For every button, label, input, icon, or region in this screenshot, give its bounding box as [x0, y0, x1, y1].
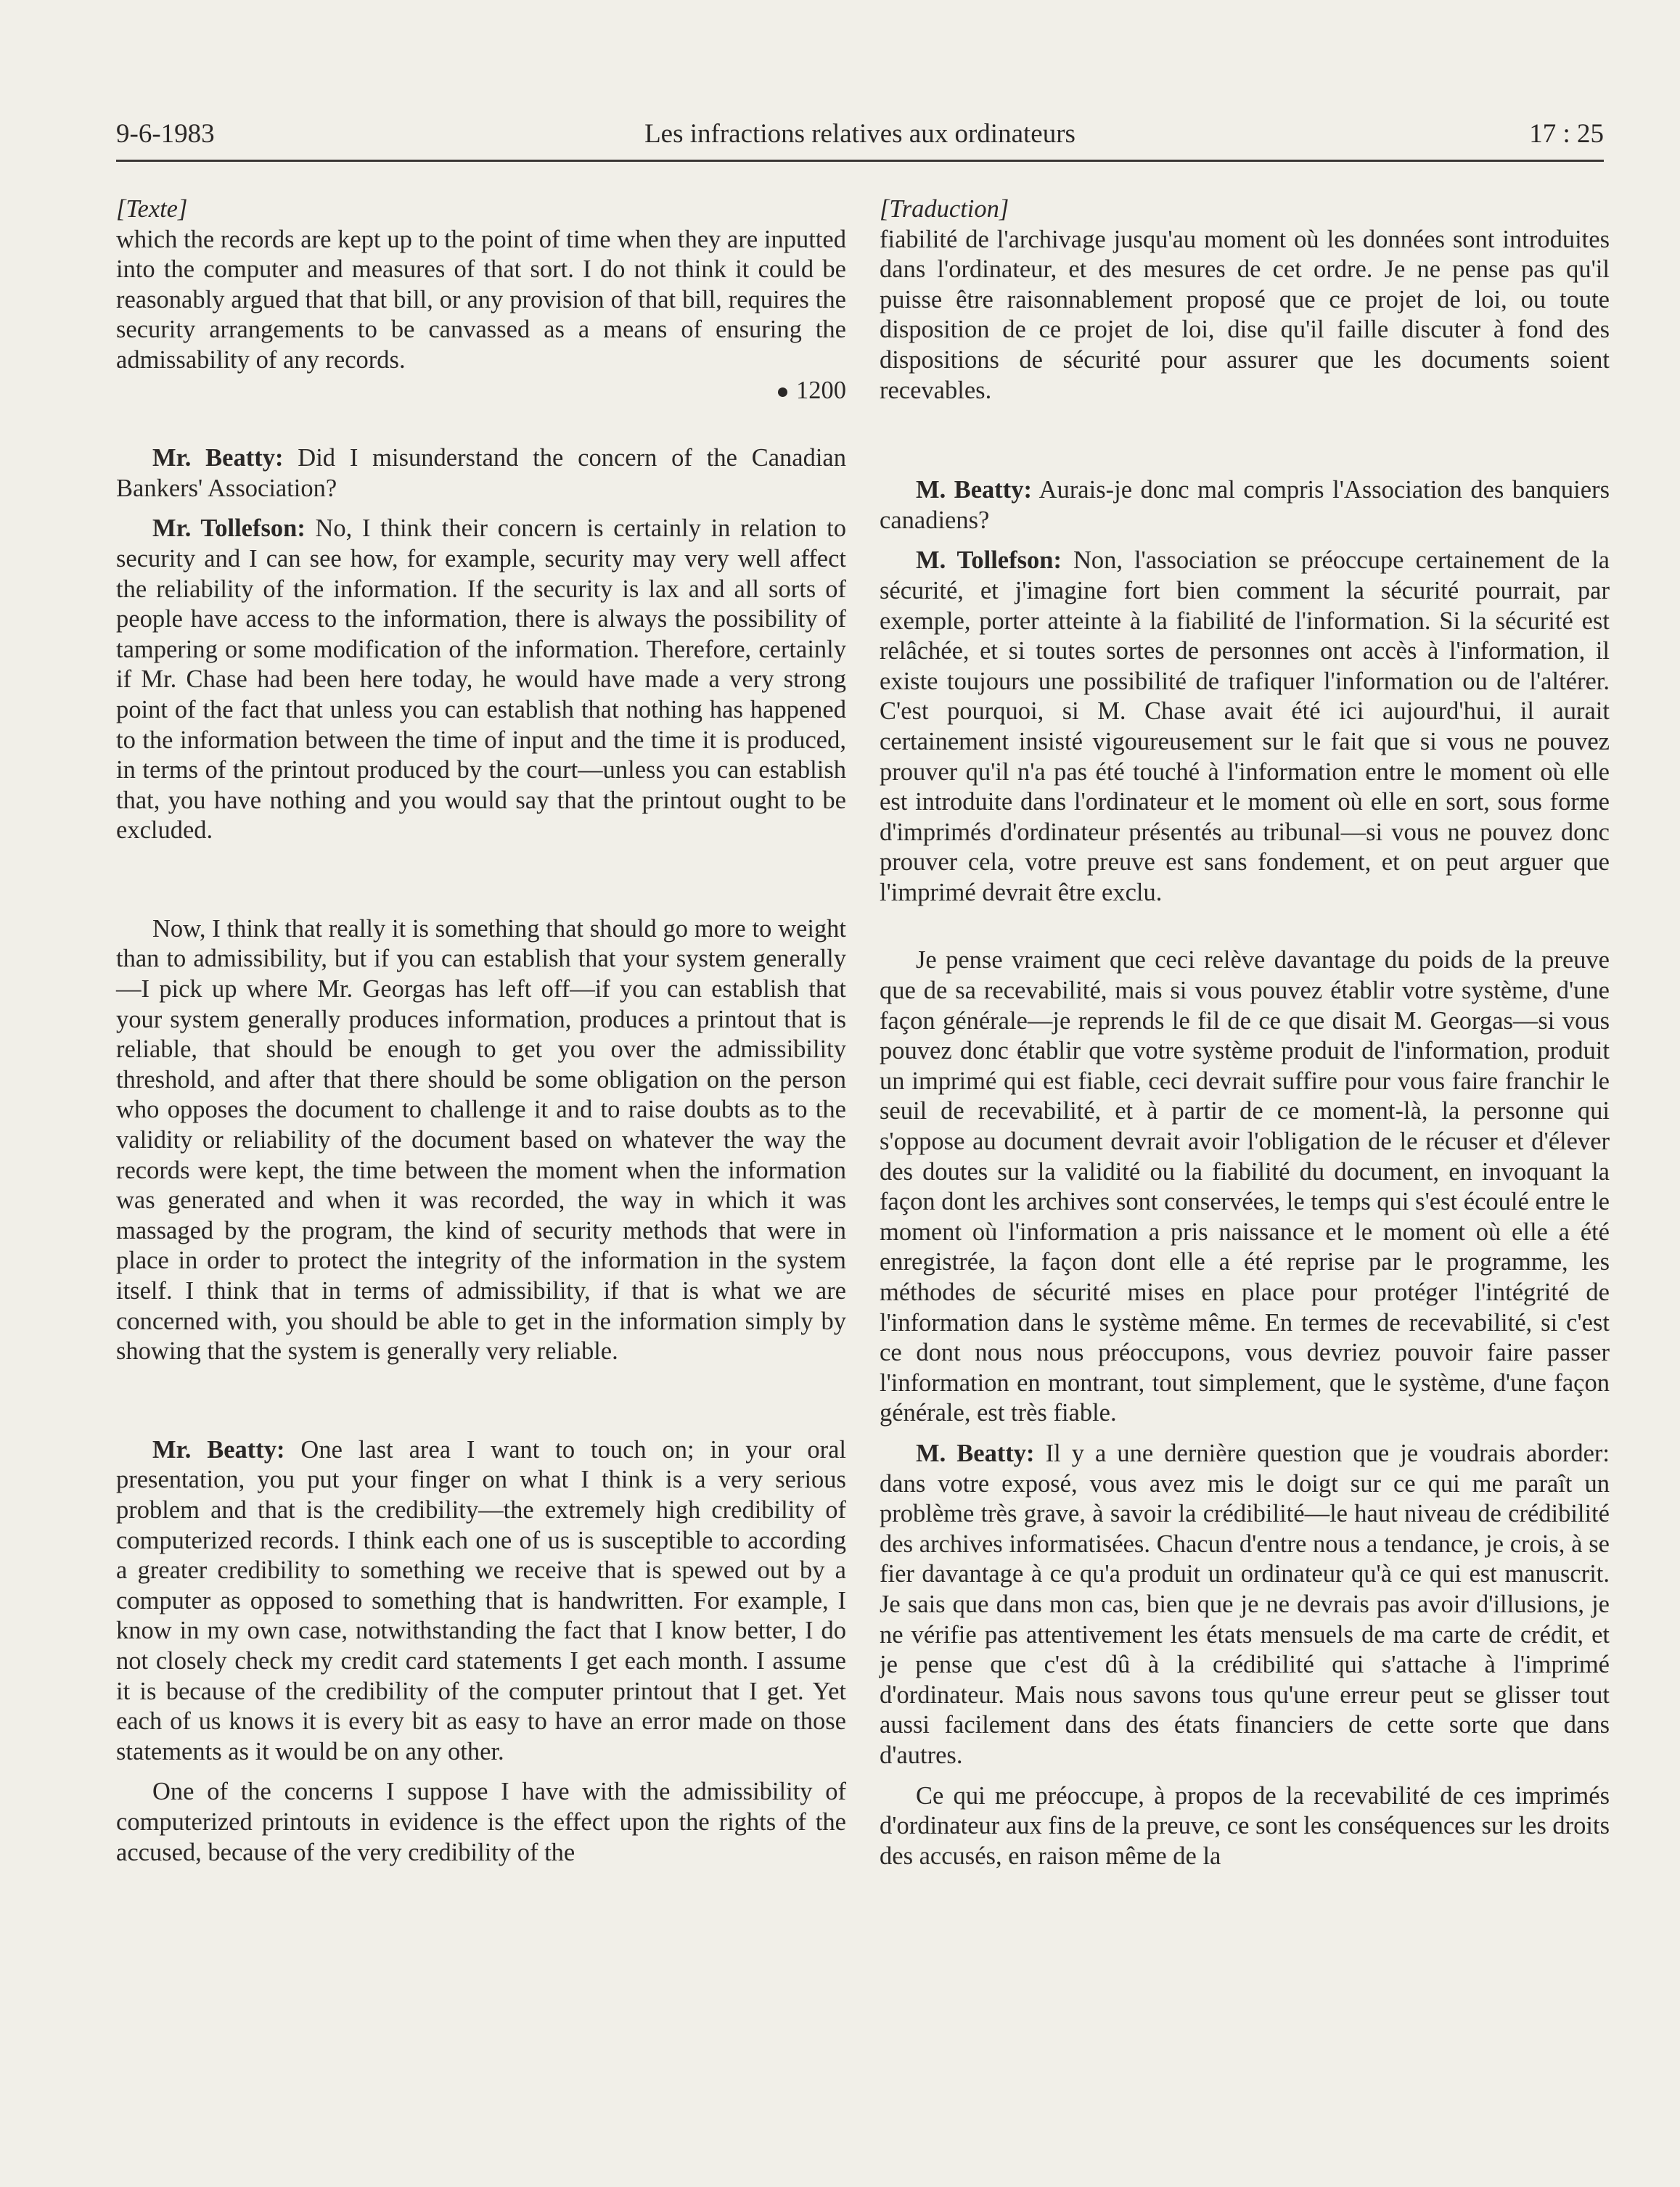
text-label: [Texte] — [116, 195, 188, 223]
speech-text: Non, l'association se préoccupe certainement de la sécurité, et j'imagine fort bien comment la sécurité pourrait, par exemple, porter atteinte à la fiabilité de l'information. Si la sécurité est relâchée, et si toutes sortes de personnes ont accès à l'information, il existe toujours une possibilité de trafiquer l'information ou de l'altérer. C'est pourquoi, si M. Chase avait été ici aujourd'hui, il aurait certainement insisté vigoureusement sur le fait que si vous ne pouvez prouver qu'il n'a pas été touché à l'information entre le moment où elle est introduite dans l'ordinateur et le moment où elle en sort, sous forme d'imprimés d'ordinateur présentés au tribunal—si vous ne pouvez donc prouver cela, votre preuve est sans fondement, et on peut arguer que l'imprimé devrait être exclu. — [880, 546, 1610, 906]
speaker-name: M. Tollefson: — [916, 546, 1062, 575]
paragraph — [880, 1439, 1610, 1771]
speaker-name: M. Beatty: — [916, 1439, 1035, 1467]
paragraph — [880, 475, 1610, 536]
speaker-name: Mr. Beatty: — [152, 444, 284, 472]
paragraph — [880, 546, 1610, 908]
speaker-name: Mr. Tollefson: — [152, 514, 306, 543]
english-column — [116, 194, 846, 1868]
paragraph: fiabilité de l'archivage jusqu'au moment où les données sont introduites dans l'ordinateur, et des mesures de cet ordre. Je ne pense pas qu'il puisse être raisonnablement proposé que ce projet de loi, ou toute disposition de ce projet de loi, dise qu'il faille discuter à fond des dispositions de sécurité pour assurer que les documents soient recevables. — [880, 225, 1610, 404]
paragraph: Now, I think that really it is something that should go more to weight than to admissibility, but if you can establish that your system generally—I pick up where Mr. Georgas has left off—if you can establish that your system generally produces information, produces a printout that is reliable, that should be enough to get you over the admissibility threshold, and after that there should be some obligation on the person who opposes the document to challenge it and to raise doubts as to the validity or reliability of the document based on whatever the way the records were kept, the time between the moment when the information was generated and when it was recorded, the way in which it was massaged by the program, the kind of security methods that were in place in order to protect the integrity of the information in the system itself. I think that in terms of admissibility, if that is what we are concerned with, you should be able to get in the information simply by showing that the system is generally very reliable. — [116, 914, 846, 1366]
time-marker-value: 1200 — [796, 376, 846, 404]
speech-text: No, I think their concern is certainly in relation to security and I can see how, for example, security may very well affect the reliability of the information. If the security is lax and all sorts of people have access to the information, there is always the possibility of tampering or some modification of the information. Therefore, certainly if Mr. Chase had been here today, he would have made a very strong point of the fact that unless you can establish that nothing has happened to the information between the time of input and the time it is produced, in terms of the printout produced by the court—unless you can establish that, you have nothing and you would say that the printout ought to be excluded. — [116, 514, 846, 845]
paragraph — [116, 1435, 846, 1768]
page-header — [116, 116, 1604, 162]
header-date: 9-6-1983 — [116, 119, 215, 149]
paragraph: One of the concerns I suppose I have with the admissibility of computerized printouts in evidence is the effect upon the rights of the accused, because of the very credibility of the — [116, 1778, 846, 1866]
time-marker — [116, 376, 846, 406]
header-page-number: 17 : 25 — [1529, 119, 1604, 149]
speech-text: Did I misunderstand the concern of the Canadian Bankers' Association? — [116, 444, 846, 502]
speech-text: Aurais-je donc mal compris l'Association des banquiers canadiens? — [880, 476, 1610, 534]
paragraph — [116, 514, 846, 846]
paragraph: which the records are kept up to the point of time when they are inputted into the computer and measures of that sort. I do not think it could be reasonably argued that that bill, or any provision of that bill, requires the security arrangements to be canvassed as a means of ensuring the admissability of any records. — [116, 225, 846, 374]
paragraph — [116, 443, 846, 504]
paragraph: Je pense vraiment que ceci relève davantage du poids de la preuve que de sa recevabilité, mais si vous pouvez établir votre système, d'une façon générale—je reprends le fil de ce que disait M. Georgas—si vous pouvez donc établir que votre système produit de l'information, produit un imprimé qui est fiable, ceci devrait suffire pour vous faire franchir le seuil de recevabilité, et à partir de ce moment-là, la personne qui s'oppose au document devrait avoir l'obligation de le récuser et d'élever des doutes sur la validité ou la fiabilité du document, en invoquant la façon dont les archives sont conservées, le temps qui s'est écoulé entre le moment où l'information a pris naissance et le moment où elle a été enregistrée, la façon dont elle a été reprise par le programme, les méthodes de sécurité mises en place pour protéger l'intégrité de l'information dans le système même. En termes de recevabilité, si c'est ce dont nous nous préoccupons, vous devriez pouvoir faire passer l'information en montrant, tout simplement, que le système, d'une façon générale, est très fiable. — [880, 946, 1610, 1427]
paragraph: Ce qui me préoccupe, à propos de la recevabilité de ces imprimés d'ordinateur aux fins de la preuve, ce sont les conséquences sur les droits des accusés, en raison même de la — [880, 1781, 1610, 1870]
bullet-icon — [778, 387, 787, 397]
french-column — [880, 194, 1610, 1871]
speaker-name: M. Beatty: — [916, 476, 1033, 504]
speech-text: Il y a une dernière question que je voudrais aborder: dans votre exposé, vous avez mis le doigt sur ce qui me paraît un problème très grave, à savoir la crédibilité—le haut niveau de crédibilité des archives informatisées. Chacun d'entre nous a tendance, je crois, à se fier davantage à ce qu'a produit un ordinateur qu'à ce qui est manuscrit. Je sais que dans mon cas, bien que je ne devrais pas avoir d'illusions, je ne vérifie pas attentivement les états mensuels de ma carte de crédit, et je pense que c'est dû à la crédibilité qui s'attache à l'imprimé d'ordinateur. Mais nous savons tous qu'une erreur peut se glisser tout aussi facilement dans des états financiers de cette sorte que dans d'autres. — [880, 1439, 1610, 1769]
speaker-name: Mr. Beatty: — [152, 1435, 285, 1464]
speech-text: One last area I want to touch on; in your oral presentation, you put your finger on what I think is a very serious problem and that is the credibility—the extremely high credibility of computerized records. I think each one of us is susceptible to according a greater credibility to something we receive that is spewed out by a computer as opposed to something that is handwritten. For example, I know in my own case, notwithstanding the fact that I know better, I do not closely check my credit card statements I get each month. I assume it is because of the credibility of the computer printout that I get. Yet each of us knows it is every bit as easy to have an error made on those statements as it would be on any other. — [116, 1435, 847, 1765]
translation-label: [Traduction] — [880, 195, 1009, 223]
header-title: Les infractions relatives aux ordinateurs — [644, 119, 1075, 149]
